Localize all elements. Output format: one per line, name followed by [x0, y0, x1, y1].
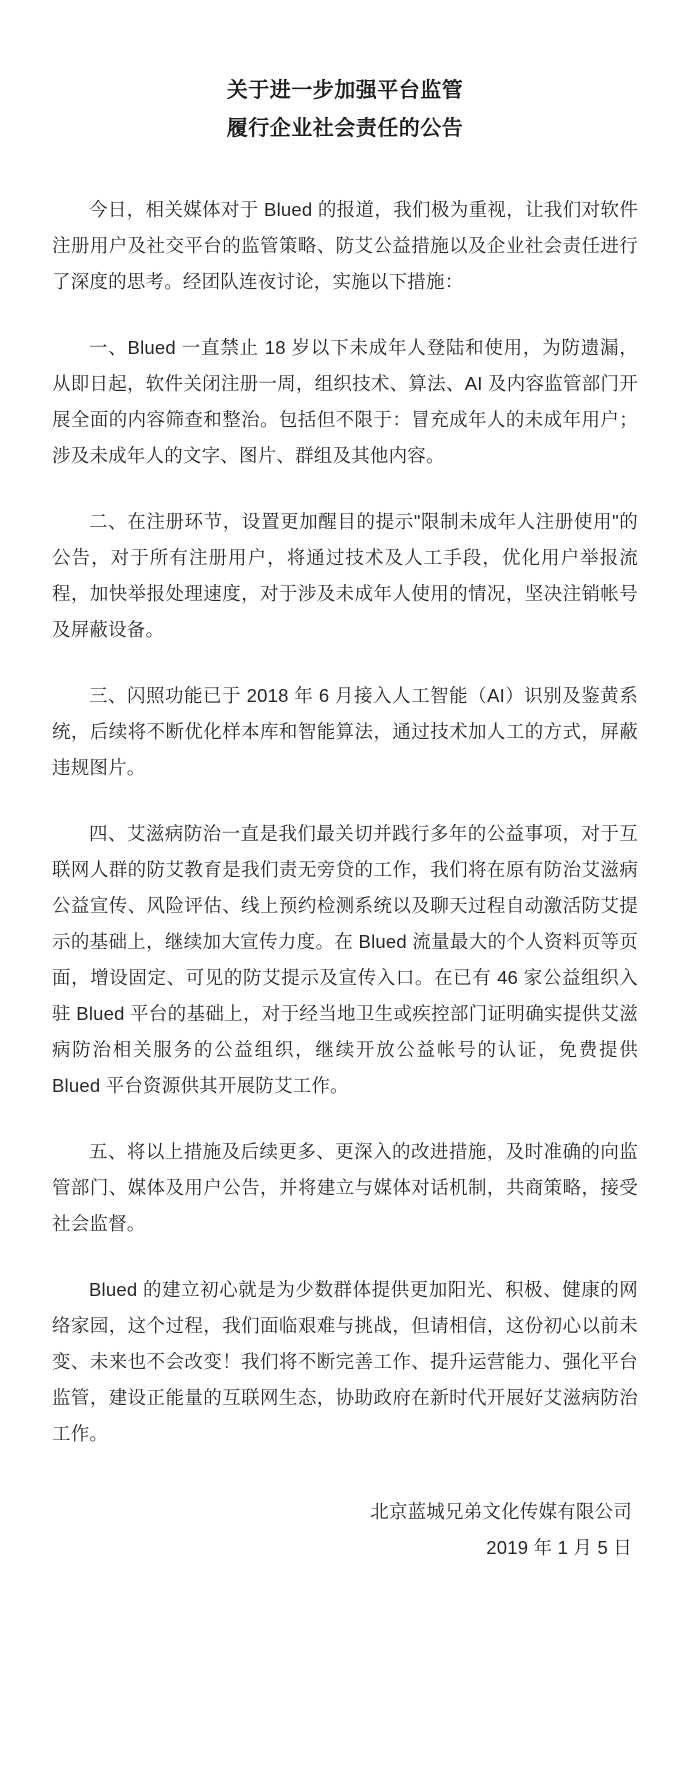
document-title	[52, 72, 638, 148]
paragraph-measure-2: 二、在注册环节，设置更加醒目的提示"限制未成年人注册使用"的公告，对于所有注册用户，将通过技术及人工手段，优化用户举报流程，加快举报处理速度，对于涉及未成年人使用的情况，坚决注销帐号及屏蔽设备。	[52, 511, 638, 640]
paragraph-intro: 今日，相关媒体对于 Blued 的报道，我们极为重视，让我们对软件注册用户及社交平台的监管策略、防艾公益措施以及企业社会责任进行了深度的思考。经团队连夜讨论，实施以下措施：	[52, 199, 638, 292]
title-line-2: 履行企业社会责任的公告	[226, 117, 464, 140]
paragraph-measure-4: 四、艾滋病防治一直是我们最关切并践行多年的公益事项，对于互联网人群的防艾教育是我们责无旁贷的工作，我们将在原有防治艾滋病公益宣传、风险评估、线上预约检测系统以及聊天过程自动激活防艾提示的基础上，继续加大宣传力度。在 Blued 流量最大的个人资料页等页面，增设固定、可见的防艾提示及宣传入口。在已有 46 家公益组织入驻 Blued 平台的基础上，对于经当地卫生或疾控部门证明确实提供艾滋病防治相关服务的公益组织，继续开放公益帐号的认证，免费提供 Blued 平台资源供其开展防艾工作。	[52, 823, 638, 1096]
paragraph-closing: Blued 的建立初心就是为少数群体提供更加阳光、积极、健康的网络家园，这个过程，我们面临艰难与挑战，但请相信，这份初心以前未变、未来也不会改变！我们将不断完善工作、提升运营能力、强化平台监管，建设正能量的互联网生态，协助政府在新时代开展好艾滋病防治工作。	[52, 1279, 638, 1444]
signature-company: 北京蓝城兄弟文化传媒有限公司	[370, 1501, 632, 1522]
paragraph-measure-3: 三、闪照功能已于 2018 年 6 月接入人工智能（AI）识别及鉴黄系统，后续将不断优化样本库和智能算法，通过技术加人工的方式，屏蔽违规图片。	[52, 685, 638, 778]
paragraph-measure-5: 五、将以上措施及后续更多、更深入的改进措施，及时准确的向监管部门、媒体及用户公告，并将建立与媒体对话机制，共商策略，接受社会监督。	[52, 1141, 638, 1234]
paragraph-measure-1: 一、Blued 一直禁止 18 岁以下未成年人登陆和使用，为防遗漏，从即日起，软件关闭注册一周，组织技术、算法、AI 及内容监管部门开展全面的内容筛查和整治。包括但不限于：冒充成年人的未成年用户；涉及未成年人的文字、图片、群组及其他内容。	[52, 337, 638, 466]
document-body	[52, 192, 638, 1452]
signature-date: 2019 年 1 月 5 日	[486, 1537, 632, 1558]
document-signature-block	[52, 1494, 638, 1566]
title-line-1: 关于进一步加强平台监管	[226, 79, 464, 102]
